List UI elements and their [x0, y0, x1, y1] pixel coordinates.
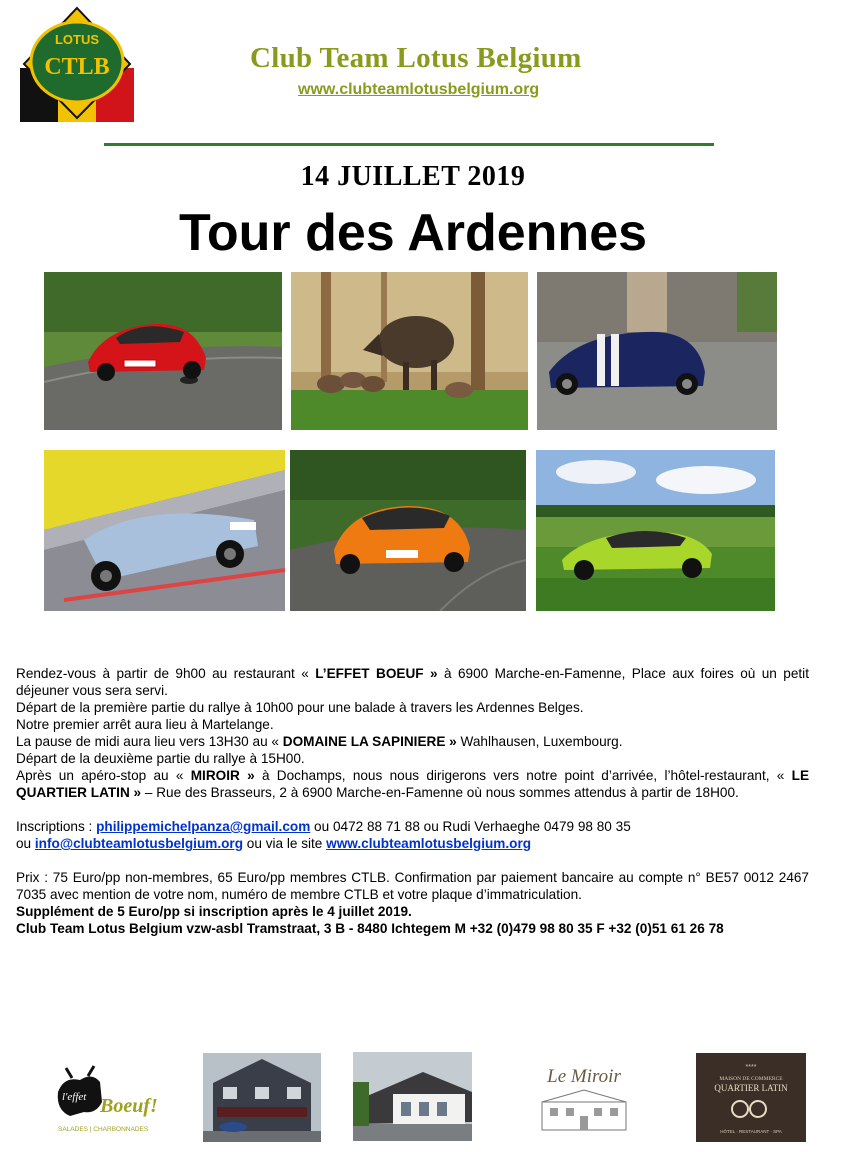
ql-name: QUARTIER LATIN	[714, 1083, 788, 1093]
venue-effet-boeuf: L’EFFET BOEUF »	[315, 666, 438, 681]
event-title: Tour des Ardennes	[178, 204, 648, 262]
venue-quartier-latin: LE QUARTIER LATIN »	[16, 768, 810, 800]
photo-red-lotus	[44, 272, 282, 430]
logo-top-text: LOTUS	[54, 32, 100, 47]
photo-blue-lotus	[537, 272, 777, 430]
photo-green-lotus	[536, 450, 775, 611]
website-link[interactable]: www.clubteamlotusbelgium.org	[326, 836, 532, 851]
ql-bottom-text: HÔTEL · RESTAURANT · SPA	[720, 1129, 782, 1134]
paragraph-first-stop: Notre premier arrêt aura lieu à Martelange.	[16, 717, 274, 732]
effet-boeuf-tagline: SALADES | CHARBONNADES	[58, 1126, 149, 1133]
sponsor-quartier-latin-logo	[696, 1053, 806, 1142]
header-divider	[104, 143, 714, 146]
paragraph-arrival: Après un apéro-stop au « MIROIR » à Dochamps, nous nous dirigerons vers notre point d’arrivée, l’hôtel-restaurant, « LE QUARTIER LATIN » – Rue des Brasseurs, 2 à 6900 Marche-en-Famenne où nous sommes attendus à partir de 18H00.	[16, 768, 810, 800]
paragraph-lunch: La pause de midi aura lieu vers 13H30 au « DOMAINE LA SAPINIERE » Wahlhausen, Luxembourg.	[16, 734, 623, 749]
photo-effet-boeuf-building	[203, 1053, 321, 1142]
sponsor-le-miroir-logo	[524, 1062, 644, 1138]
photo-wild-boar	[291, 272, 528, 430]
ql-stars: ****	[745, 1064, 757, 1071]
paragraph-registration-2: ou info@clubteamlotusbelgium.org ou via le site www.clubteamlotusbelgium.org	[16, 836, 532, 851]
photo-sapiniere-building	[353, 1052, 472, 1141]
email-link-philippe[interactable]: philippemichelpanza@gmail.com	[96, 819, 311, 834]
paragraph-registration: Inscriptions : philippemichelpanza@gmail.com ou 0472 88 71 88 ou Rudi Verhaeghe 0479 98 80 35	[16, 819, 631, 834]
club-name: Club Team Lotus Belgium	[250, 42, 582, 74]
paragraph-price: Prix : 75 Euro/pp non-membres, 65 Euro/pp membres CTLB. Confirmation par paiement bancaire au compte n° BE57 0012 2467 7035 avec mention de votre nom, numéro de membre CTLB et votre plaque d’immatriculation.	[16, 870, 809, 902]
photo-lotus-seven	[44, 450, 285, 611]
sponsor-effet-boeuf-logo	[50, 1062, 174, 1136]
club-address: Club Team Lotus Belgium vzw-asbl Tramstraat, 3 B - 8480 Ichtegem M +32 (0)479 98 80 35 F +32 (0)51 61 26 78	[16, 921, 724, 936]
effet-text: l'effet	[62, 1091, 87, 1103]
event-description	[16, 665, 809, 937]
venue-sapiniere: DOMAINE LA SAPINIERE »	[282, 734, 457, 749]
ctlb-logo	[20, 6, 134, 122]
event-date: 14 JUILLET 2019	[300, 161, 526, 192]
paragraph-meeting: Rendez-vous à partir de 9h00 au restaurant « L’EFFET BOEUF » à 6900 Marche-en-Famenne, Place aux foires où un petit déjeuner vous sera servi.	[16, 666, 809, 698]
miroir-text: Le Miroir	[547, 1066, 621, 1087]
email-link-info[interactable]: info@clubteamlotusbelgium.org	[34, 836, 244, 851]
paragraph-supplement: Supplément de 5 Euro/pp si inscription après le 4 juillet 2019.	[16, 904, 412, 919]
venue-miroir: MIROIR »	[190, 768, 255, 783]
ql-top-text: MAISON DE COMMERCE	[719, 1076, 783, 1082]
paragraph-departure-1: Départ de la première partie du rallye à 10h00 pour une balade à travers les Ardennes Belges.	[16, 700, 584, 715]
paragraph-departure-2: Départ de la deuxième partie du rallye à 15H00.	[16, 751, 305, 766]
club-url-link[interactable]: www.clubteamlotusbelgium.org	[298, 81, 540, 98]
logo-main-text: CTLB	[44, 54, 110, 80]
photo-orange-lotus	[290, 450, 526, 611]
boeuf-text: Boeuf!	[100, 1095, 158, 1117]
